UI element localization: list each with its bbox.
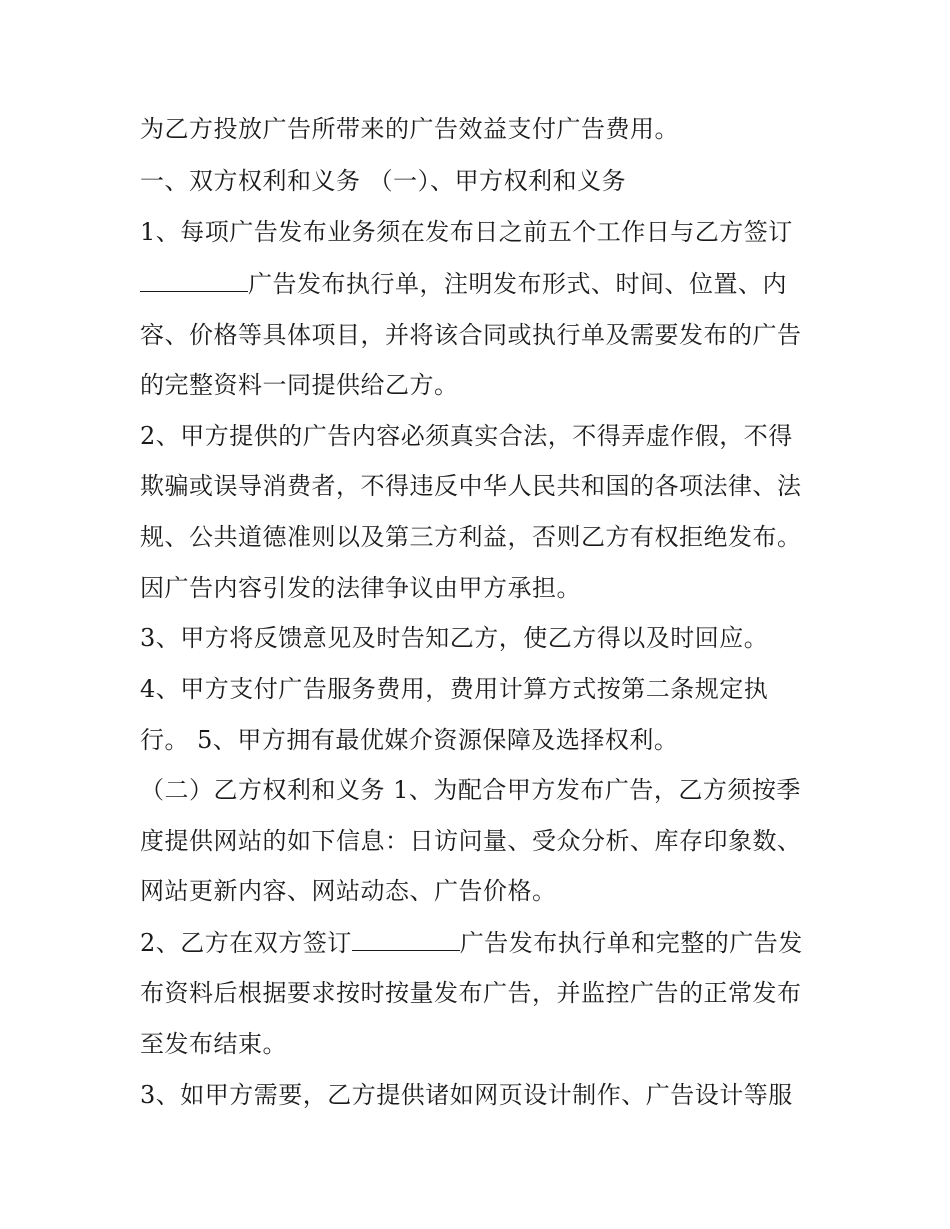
section-heading: （二）乙方权利和义务 1、为配合甲方发布广告，乙方须按季 xyxy=(140,776,801,804)
text-segment: 广告发布执行单和完整的广告发 xyxy=(459,929,803,957)
text-line: 3、如甲方需要，乙方提供诸如网页设计制作、广告设计等服 xyxy=(140,1081,793,1109)
text-line: 欺骗或误导消费者，不得违反中华人民共和国的各项法律、法 xyxy=(140,472,802,500)
text-line: 容、价格等具体项目，并将该合同或执行单及需要发布的广告 xyxy=(140,321,802,349)
text-line: 布资料后根据要求按时按量发布广告，并监控广告的正常发布 xyxy=(140,979,802,1007)
text-line: 4、甲方支付广告服务费用，费用计算方式按第二条规定执 xyxy=(140,675,769,703)
text-line: 规、公共道德准则以及第三方利益，否则乙方有权拒绝发布。 xyxy=(140,523,802,551)
text-line xyxy=(140,268,787,300)
section-heading: 一、双方权利和义务 （一）、甲方权利和义务 xyxy=(140,167,627,195)
text-line: 3、甲方将反馈意见及时告知乙方，使乙方得以及时回应。 xyxy=(140,624,769,652)
text-line: 为乙方投放广告所带来的广告效益支付广告费用。 xyxy=(140,115,679,143)
text-line: 行。 5、甲方拥有最优媒介资源保障及选择权利。 xyxy=(140,726,679,754)
text-segment: 2、乙方在双方签订 xyxy=(140,929,352,957)
text-line xyxy=(140,927,803,959)
text-line: 2、甲方提供的广告内容必须真实合法，不得弄虚作假，不得 xyxy=(140,422,793,450)
blank-underline xyxy=(352,928,460,951)
text-line: 1、每项广告发布业务须在发布日之前五个工作日与乙方签订 xyxy=(140,218,793,246)
text-line: 网站更新内容、网站动态、广告价格。 xyxy=(140,877,557,905)
blank-underline xyxy=(140,269,248,292)
text-line: 的完整资料一同提供给乙方。 xyxy=(140,371,459,399)
text-line: 至发布结束。 xyxy=(140,1030,287,1058)
text-segment: 广告发布执行单，注明发布形式、时间、位置、内 xyxy=(248,270,787,298)
text-line: 因广告内容引发的法律争议由甲方承担。 xyxy=(140,574,581,602)
text-line: 度提供网站的如下信息：日访问量、受众分析、库存印象数、 xyxy=(140,827,802,855)
